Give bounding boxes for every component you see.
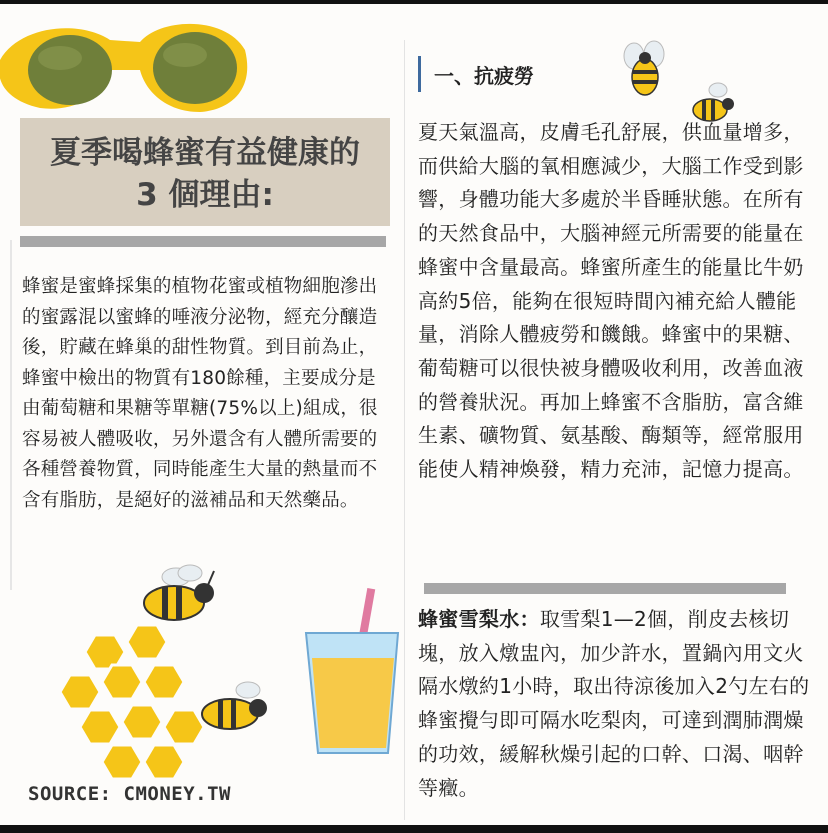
bottom-border [0,825,828,833]
left-rule [10,240,12,590]
divider-bar-left [20,236,386,247]
title-line-1: 夏季喝蜂蜜有益健康的 [50,135,360,171]
divider-bar-right [424,583,786,594]
recipe-label: 蜂蜜雪梨水： [418,607,540,631]
page-title [20,132,390,216]
bee-icon [198,680,273,735]
section-body: 夏天氣溫高，皮膚毛孔舒展，供血量增多，而供給大腦的氧相應減少，大腦工作受到影響，身體功能大多處於半昏睡狀態。在所有的天然食品中，大腦神經元所需要的能量在蜂蜜中含量最高。蜂蜜所產生的能量比牛奶高約5倍，能夠在很短時間內補充給人體能量，消除人體疲勞和饑餓。蜂蜜中的果糖、葡萄糖可以很快被身體吸收利用，改善血液的營養狀況。再加上蜂蜜不含脂肪，富含維生素、礦物質、氨基酸、酶類等，經常服用能使人精神煥發，精力充沛，記憶力提高。 [418,120,804,482]
source-credit: SOURCE: CMONEY.TW [28,783,231,805]
recipe-body: 取雪梨1—2個，削皮去核切塊，放入燉盅內，加少許水，置鍋內用文火隔水燉約1小時，取出待涼後加入2勺左右的蜂蜜攪勻即可隔水吃梨肉，可達到潤肺潤燥的功效，緩解秋燥引起的口幹、口渴、咽幹等癥。 [418,607,810,800]
bee-icon [620,42,670,97]
bee-icon [138,565,218,630]
title-line-2: 3 個理由: [136,177,274,213]
recipe-paragraph [418,603,813,805]
sunglasses-icon [0,0,260,120]
heading-accent-bar [418,56,421,92]
section-heading: 一、抗疲勞 [434,64,534,88]
column-divider [404,40,405,820]
juice-glass-icon [298,588,408,758]
title-box [20,118,390,226]
intro-paragraph: 蜂蜜是蜜蜂採集的植物花蜜或植物細胞滲出的蜜露混以蜜蜂的唾液分泌物，經充分釀造後，貯藏在蜂巢的甜性物質。到目前為止，蜂蜜中檢出的物質有180餘種，主要成分是由葡萄糖和果糖等單糖(75%以上)組成，很容易被人體吸收，另外還含有人體所需要的各種營養物質，同時能產生大量的熱量而不含有脂肪，是絕好的滋補品和天然藥品。 [22,276,378,511]
